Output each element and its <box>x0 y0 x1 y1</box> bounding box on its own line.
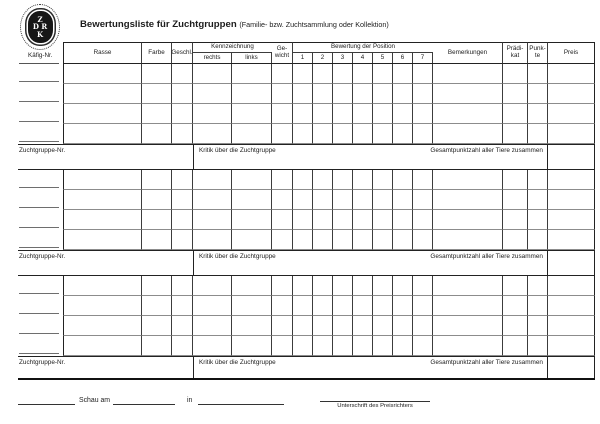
cell-rasse <box>63 276 142 296</box>
cell-pos5 <box>373 84 393 104</box>
form-title-main: Bewertungsliste für Zuchtgruppen <box>80 19 237 30</box>
schau-am-label: Schau am <box>79 397 111 404</box>
gesamtpunktzahl-box <box>548 357 595 378</box>
zuchtgruppe-nr-label: Zuchtgruppe-Nr. <box>19 253 66 260</box>
gesamtpunktzahl-label: Gesamtpunktzahl aller Tiere zusammen <box>430 359 543 366</box>
cell-pos3 <box>333 170 353 190</box>
cell-links <box>232 124 272 144</box>
cell-pos6 <box>393 336 413 356</box>
kritik-cell <box>193 357 548 378</box>
cell-rechts <box>193 296 232 316</box>
cell-rasse <box>63 336 142 356</box>
cell-punkte <box>528 104 548 124</box>
cell-geschl <box>172 336 193 356</box>
cell-pos7 <box>413 64 433 84</box>
cell-pos6 <box>393 316 413 336</box>
cell-punkte <box>528 296 548 316</box>
cell-kafig-nr <box>18 276 63 296</box>
cell-pos7 <box>413 316 433 336</box>
table-row <box>18 190 595 210</box>
cell-pos4 <box>353 190 373 210</box>
cell-pos1 <box>293 170 313 190</box>
cell-bemerkungen <box>433 210 503 230</box>
cell-rechts <box>193 276 232 296</box>
blank-line-date <box>18 404 75 405</box>
cell-pos1 <box>293 316 313 336</box>
cell-pos6 <box>393 170 413 190</box>
cell-kafig-nr <box>18 296 63 316</box>
cell-pos1 <box>293 276 313 296</box>
cell-preis <box>548 84 595 104</box>
cell-bemerkungen <box>433 64 503 84</box>
cell-pos6 <box>393 124 413 144</box>
cell-links <box>232 84 272 104</box>
cell-geschl <box>172 84 193 104</box>
cell-punkte <box>528 124 548 144</box>
cell-pos1 <box>293 190 313 210</box>
table-row <box>18 84 595 104</box>
cell-pos1 <box>293 230 313 250</box>
cell-bemerkungen <box>433 276 503 296</box>
col-position-2: 2 <box>313 53 333 63</box>
cell-pos7 <box>413 210 433 230</box>
cell-punkte <box>528 336 548 356</box>
cell-pradikat <box>503 336 528 356</box>
cell-pos3 <box>333 336 353 356</box>
col-punkte <box>528 42 548 64</box>
kritik-label: Kritik über die Zuchtgruppe <box>199 253 276 260</box>
cell-pos2 <box>313 296 333 316</box>
table-row <box>18 104 595 124</box>
cell-pos5 <box>373 170 393 190</box>
cell-pradikat <box>503 316 528 336</box>
cell-pos4 <box>353 296 373 316</box>
zuchtgruppe-nr-label: Zuchtgruppe-Nr. <box>19 359 66 366</box>
cell-punkte <box>528 316 548 336</box>
col-position-3: 3 <box>333 53 353 63</box>
cell-pos5 <box>373 124 393 144</box>
cell-pradikat <box>503 276 528 296</box>
cell-preis <box>548 170 595 190</box>
cell-pos5 <box>373 210 393 230</box>
blank-line-show <box>113 404 175 405</box>
cell-links <box>232 230 272 250</box>
bewertung-subrow <box>293 53 433 63</box>
cell-rasse <box>63 296 142 316</box>
cell-geschl <box>172 124 193 144</box>
table-row <box>18 296 595 316</box>
cell-pos3 <box>333 316 353 336</box>
cell-links <box>232 104 272 124</box>
col-rechts: rechts <box>193 53 232 63</box>
cell-rasse <box>63 64 142 84</box>
col-bewertung-label: Bewertung der Position <box>293 43 433 53</box>
cell-pos4 <box>353 316 373 336</box>
gesamtpunktzahl-label: Gesamtpunktzahl aller Tiere zusammen <box>430 147 543 154</box>
cell-gewicht <box>272 336 293 356</box>
cell-punkte <box>528 230 548 250</box>
cell-kafig-nr <box>18 64 63 84</box>
cell-rechts <box>193 210 232 230</box>
cell-rasse <box>63 190 142 210</box>
logo-letters-dr: D R <box>32 22 48 32</box>
cell-pradikat <box>503 64 528 84</box>
col-kennzeichnung-group <box>193 42 272 64</box>
cell-farbe <box>142 210 172 230</box>
cell-pos2 <box>313 210 333 230</box>
cell-punkte <box>528 190 548 210</box>
cell-farbe <box>142 336 172 356</box>
cell-preis <box>548 316 595 336</box>
cell-pos5 <box>373 276 393 296</box>
cell-links <box>232 170 272 190</box>
cell-kafig-nr <box>18 84 63 104</box>
col-position-7: 7 <box>413 53 433 63</box>
col-position-1: 1 <box>293 53 313 63</box>
kritik-label: Kritik über die Zuchtgruppe <box>199 147 276 154</box>
cell-rechts <box>193 64 232 84</box>
cell-pos5 <box>373 190 393 210</box>
cell-kafig-nr <box>18 190 63 210</box>
logo-letter-k: K <box>36 29 44 39</box>
cell-pos7 <box>413 296 433 316</box>
cell-bemerkungen <box>433 190 503 210</box>
cell-pos2 <box>313 276 333 296</box>
cell-gewicht <box>272 190 293 210</box>
col-pradikat <box>503 42 528 64</box>
cell-punkte <box>528 64 548 84</box>
kritik-cell <box>193 145 548 169</box>
in-label: in <box>187 397 193 404</box>
cell-gewicht <box>272 276 293 296</box>
kennzeichnung-subrow <box>193 53 272 63</box>
form-title <box>80 19 389 30</box>
cell-farbe <box>142 64 172 84</box>
cell-pradikat <box>503 170 528 190</box>
cell-preis <box>548 230 595 250</box>
cell-geschl <box>172 64 193 84</box>
cell-pos2 <box>313 336 333 356</box>
table-row <box>18 124 595 144</box>
cell-geschl <box>172 190 193 210</box>
cell-pos7 <box>413 104 433 124</box>
kritik-cell <box>193 251 548 275</box>
cell-kafig-nr <box>18 170 63 190</box>
col-gewicht-line1: Ge- <box>276 45 288 53</box>
cell-farbe <box>142 170 172 190</box>
logo-letter-z: Z <box>37 14 43 24</box>
cell-pos2 <box>313 124 333 144</box>
cell-pos1 <box>293 296 313 316</box>
cell-pos4 <box>353 84 373 104</box>
cell-rasse <box>63 210 142 230</box>
cell-rasse <box>63 124 142 144</box>
gesamtpunktzahl-box <box>548 145 595 169</box>
cell-pradikat <box>503 190 528 210</box>
zuchtgruppe-summary-row <box>18 250 595 276</box>
col-geschl: Geschl. <box>172 42 193 64</box>
col-punkte-line1: Punk- <box>529 45 546 53</box>
cell-pos2 <box>313 190 333 210</box>
col-pradikat-line1: Prädi- <box>506 45 524 53</box>
cell-links <box>232 64 272 84</box>
col-kafig-nr <box>18 42 63 64</box>
cell-pos5 <box>373 104 393 124</box>
cell-gewicht <box>272 170 293 190</box>
cell-bemerkungen <box>433 316 503 336</box>
cell-rasse <box>63 316 142 336</box>
cell-gewicht <box>272 84 293 104</box>
cell-rechts <box>193 170 232 190</box>
col-bewertung-group <box>293 42 433 64</box>
cell-rechts <box>193 336 232 356</box>
cell-rechts <box>193 316 232 336</box>
col-preis: Preis <box>548 42 595 64</box>
col-bemerkungen: Bemerkungen <box>433 42 503 64</box>
cell-pos3 <box>333 104 353 124</box>
table-row <box>18 210 595 230</box>
cell-rechts <box>193 104 232 124</box>
col-pradikat-line2: kat <box>510 52 520 59</box>
cell-pos2 <box>313 84 333 104</box>
col-kafig-nr-label: Käfig-Nr. <box>28 52 53 60</box>
cell-pos1 <box>293 104 313 124</box>
col-kennzeichnung-label: Kennzeichnung <box>193 43 272 53</box>
cell-pos4 <box>353 104 373 124</box>
cell-farbe <box>142 296 172 316</box>
cell-farbe <box>142 124 172 144</box>
cell-rasse <box>63 84 142 104</box>
signature-line <box>320 401 430 402</box>
cell-pos6 <box>393 104 413 124</box>
col-position-4: 4 <box>353 53 373 63</box>
zuchtgruppe-section-1 <box>18 64 595 170</box>
cell-kafig-nr <box>18 104 63 124</box>
cell-pradikat <box>503 104 528 124</box>
table-row <box>18 170 595 190</box>
logo-letters <box>28 11 53 43</box>
cell-rechts <box>193 124 232 144</box>
table-row <box>18 316 595 336</box>
cell-preis <box>548 64 595 84</box>
cell-pos5 <box>373 336 393 356</box>
cell-gewicht <box>272 124 293 144</box>
cell-pos7 <box>413 84 433 104</box>
cell-gewicht <box>272 104 293 124</box>
col-position-6: 6 <box>393 53 413 63</box>
cell-pos4 <box>353 170 373 190</box>
cell-geschl <box>172 316 193 336</box>
cell-pos2 <box>313 230 333 250</box>
cell-farbe <box>142 84 172 104</box>
cell-farbe <box>142 276 172 296</box>
cell-pos1 <box>293 64 313 84</box>
zuchtgruppe-summary-row <box>18 356 595 380</box>
cell-preis <box>548 336 595 356</box>
cell-preis <box>548 124 595 144</box>
cell-pos7 <box>413 124 433 144</box>
cell-links <box>232 296 272 316</box>
cell-farbe <box>142 190 172 210</box>
cell-pradikat <box>503 230 528 250</box>
cell-bemerkungen <box>433 170 503 190</box>
evaluation-table <box>18 42 595 380</box>
cell-preis <box>548 210 595 230</box>
cell-pos4 <box>353 276 373 296</box>
cell-links <box>232 210 272 230</box>
cell-pos3 <box>333 210 353 230</box>
cell-pos6 <box>393 190 413 210</box>
col-position-5: 5 <box>373 53 393 63</box>
cell-punkte <box>528 276 548 296</box>
signature-caption: Unterschrift des Preisrichters <box>337 403 413 409</box>
cell-punkte <box>528 170 548 190</box>
cell-pos7 <box>413 276 433 296</box>
cell-bemerkungen <box>433 230 503 250</box>
cell-kafig-nr <box>18 336 63 356</box>
cell-pradikat <box>503 124 528 144</box>
cell-pos2 <box>313 316 333 336</box>
cell-geschl <box>172 210 193 230</box>
cell-geschl <box>172 230 193 250</box>
cell-pos1 <box>293 336 313 356</box>
gesamtpunktzahl-box <box>548 251 595 275</box>
cell-pos3 <box>333 190 353 210</box>
cell-pos5 <box>373 296 393 316</box>
cell-links <box>232 190 272 210</box>
cell-pos2 <box>313 64 333 84</box>
cell-pradikat <box>503 296 528 316</box>
table-header <box>18 42 595 64</box>
cell-pos3 <box>333 124 353 144</box>
cell-links <box>232 316 272 336</box>
col-farbe: Farbe <box>142 42 172 64</box>
cell-gewicht <box>272 64 293 84</box>
cell-geschl <box>172 276 193 296</box>
cell-kafig-nr <box>18 316 63 336</box>
cell-links <box>232 276 272 296</box>
cell-rasse <box>63 230 142 250</box>
cell-pos6 <box>393 64 413 84</box>
table-row <box>18 230 595 250</box>
cell-farbe <box>142 230 172 250</box>
cell-pos3 <box>333 296 353 316</box>
cell-rechts <box>193 84 232 104</box>
cell-bemerkungen <box>433 336 503 356</box>
cell-kafig-nr <box>18 124 63 144</box>
cell-farbe <box>142 104 172 124</box>
table-row <box>18 64 595 84</box>
cell-punkte <box>528 84 548 104</box>
cell-pos2 <box>313 170 333 190</box>
cell-pos6 <box>393 210 413 230</box>
cell-pos7 <box>413 336 433 356</box>
cell-pos1 <box>293 124 313 144</box>
cell-geschl <box>172 104 193 124</box>
col-rasse: Rasse <box>63 42 142 64</box>
cell-pos3 <box>333 64 353 84</box>
cell-pos3 <box>333 84 353 104</box>
cell-pos4 <box>353 230 373 250</box>
cell-gewicht <box>272 296 293 316</box>
cell-pradikat <box>503 210 528 230</box>
cell-kafig-nr <box>18 210 63 230</box>
cell-pradikat <box>503 84 528 104</box>
cell-pos6 <box>393 276 413 296</box>
gesamtpunktzahl-label: Gesamtpunktzahl aller Tiere zusammen <box>430 253 543 260</box>
cell-pos7 <box>413 190 433 210</box>
cell-rasse <box>63 170 142 190</box>
cell-pos4 <box>353 336 373 356</box>
cell-pos2 <box>313 104 333 124</box>
table-row <box>18 336 595 356</box>
zuchtgruppe-section-3 <box>18 276 595 380</box>
cell-pos3 <box>333 230 353 250</box>
cell-rechts <box>193 190 232 210</box>
cell-preis <box>548 104 595 124</box>
form-title-sub: (Familie- bzw. Zuchtsammlung oder Kollektion) <box>239 20 389 29</box>
cell-rasse <box>63 104 142 124</box>
zuchtgruppe-section-2 <box>18 170 595 276</box>
cell-pos7 <box>413 230 433 250</box>
table-row <box>18 276 595 296</box>
cell-links <box>232 336 272 356</box>
cell-pos4 <box>353 64 373 84</box>
cell-preis <box>548 276 595 296</box>
cell-gewicht <box>272 230 293 250</box>
cell-geschl <box>172 296 193 316</box>
cell-pos5 <box>373 230 393 250</box>
cell-pos4 <box>353 210 373 230</box>
cell-farbe <box>142 316 172 336</box>
col-punkte-line2: te <box>534 52 541 59</box>
blank-line-place <box>198 404 284 405</box>
cell-gewicht <box>272 316 293 336</box>
cell-pos5 <box>373 316 393 336</box>
cell-pos1 <box>293 210 313 230</box>
cell-pos1 <box>293 84 313 104</box>
cell-pos6 <box>393 230 413 250</box>
cell-rechts <box>193 230 232 250</box>
cell-bemerkungen <box>433 84 503 104</box>
cell-bemerkungen <box>433 296 503 316</box>
col-gewicht-line2: wicht <box>274 52 290 59</box>
kritik-label: Kritik über die Zuchtgruppe <box>199 359 276 366</box>
cell-bemerkungen <box>433 104 503 124</box>
cell-pos4 <box>353 124 373 144</box>
cell-pos6 <box>393 84 413 104</box>
cell-preis <box>548 296 595 316</box>
cell-punkte <box>528 210 548 230</box>
cell-bemerkungen <box>433 124 503 144</box>
cell-pos6 <box>393 296 413 316</box>
cell-kafig-nr <box>18 230 63 250</box>
col-links: links <box>232 53 272 63</box>
cell-gewicht <box>272 210 293 230</box>
zuchtgruppe-summary-row <box>18 144 595 170</box>
zuchtgruppe-nr-label: Zuchtgruppe-Nr. <box>19 147 66 154</box>
cell-pos3 <box>333 276 353 296</box>
cell-pos7 <box>413 170 433 190</box>
cell-preis <box>548 190 595 210</box>
col-gewicht <box>272 42 293 64</box>
cell-pos5 <box>373 64 393 84</box>
cell-geschl <box>172 170 193 190</box>
